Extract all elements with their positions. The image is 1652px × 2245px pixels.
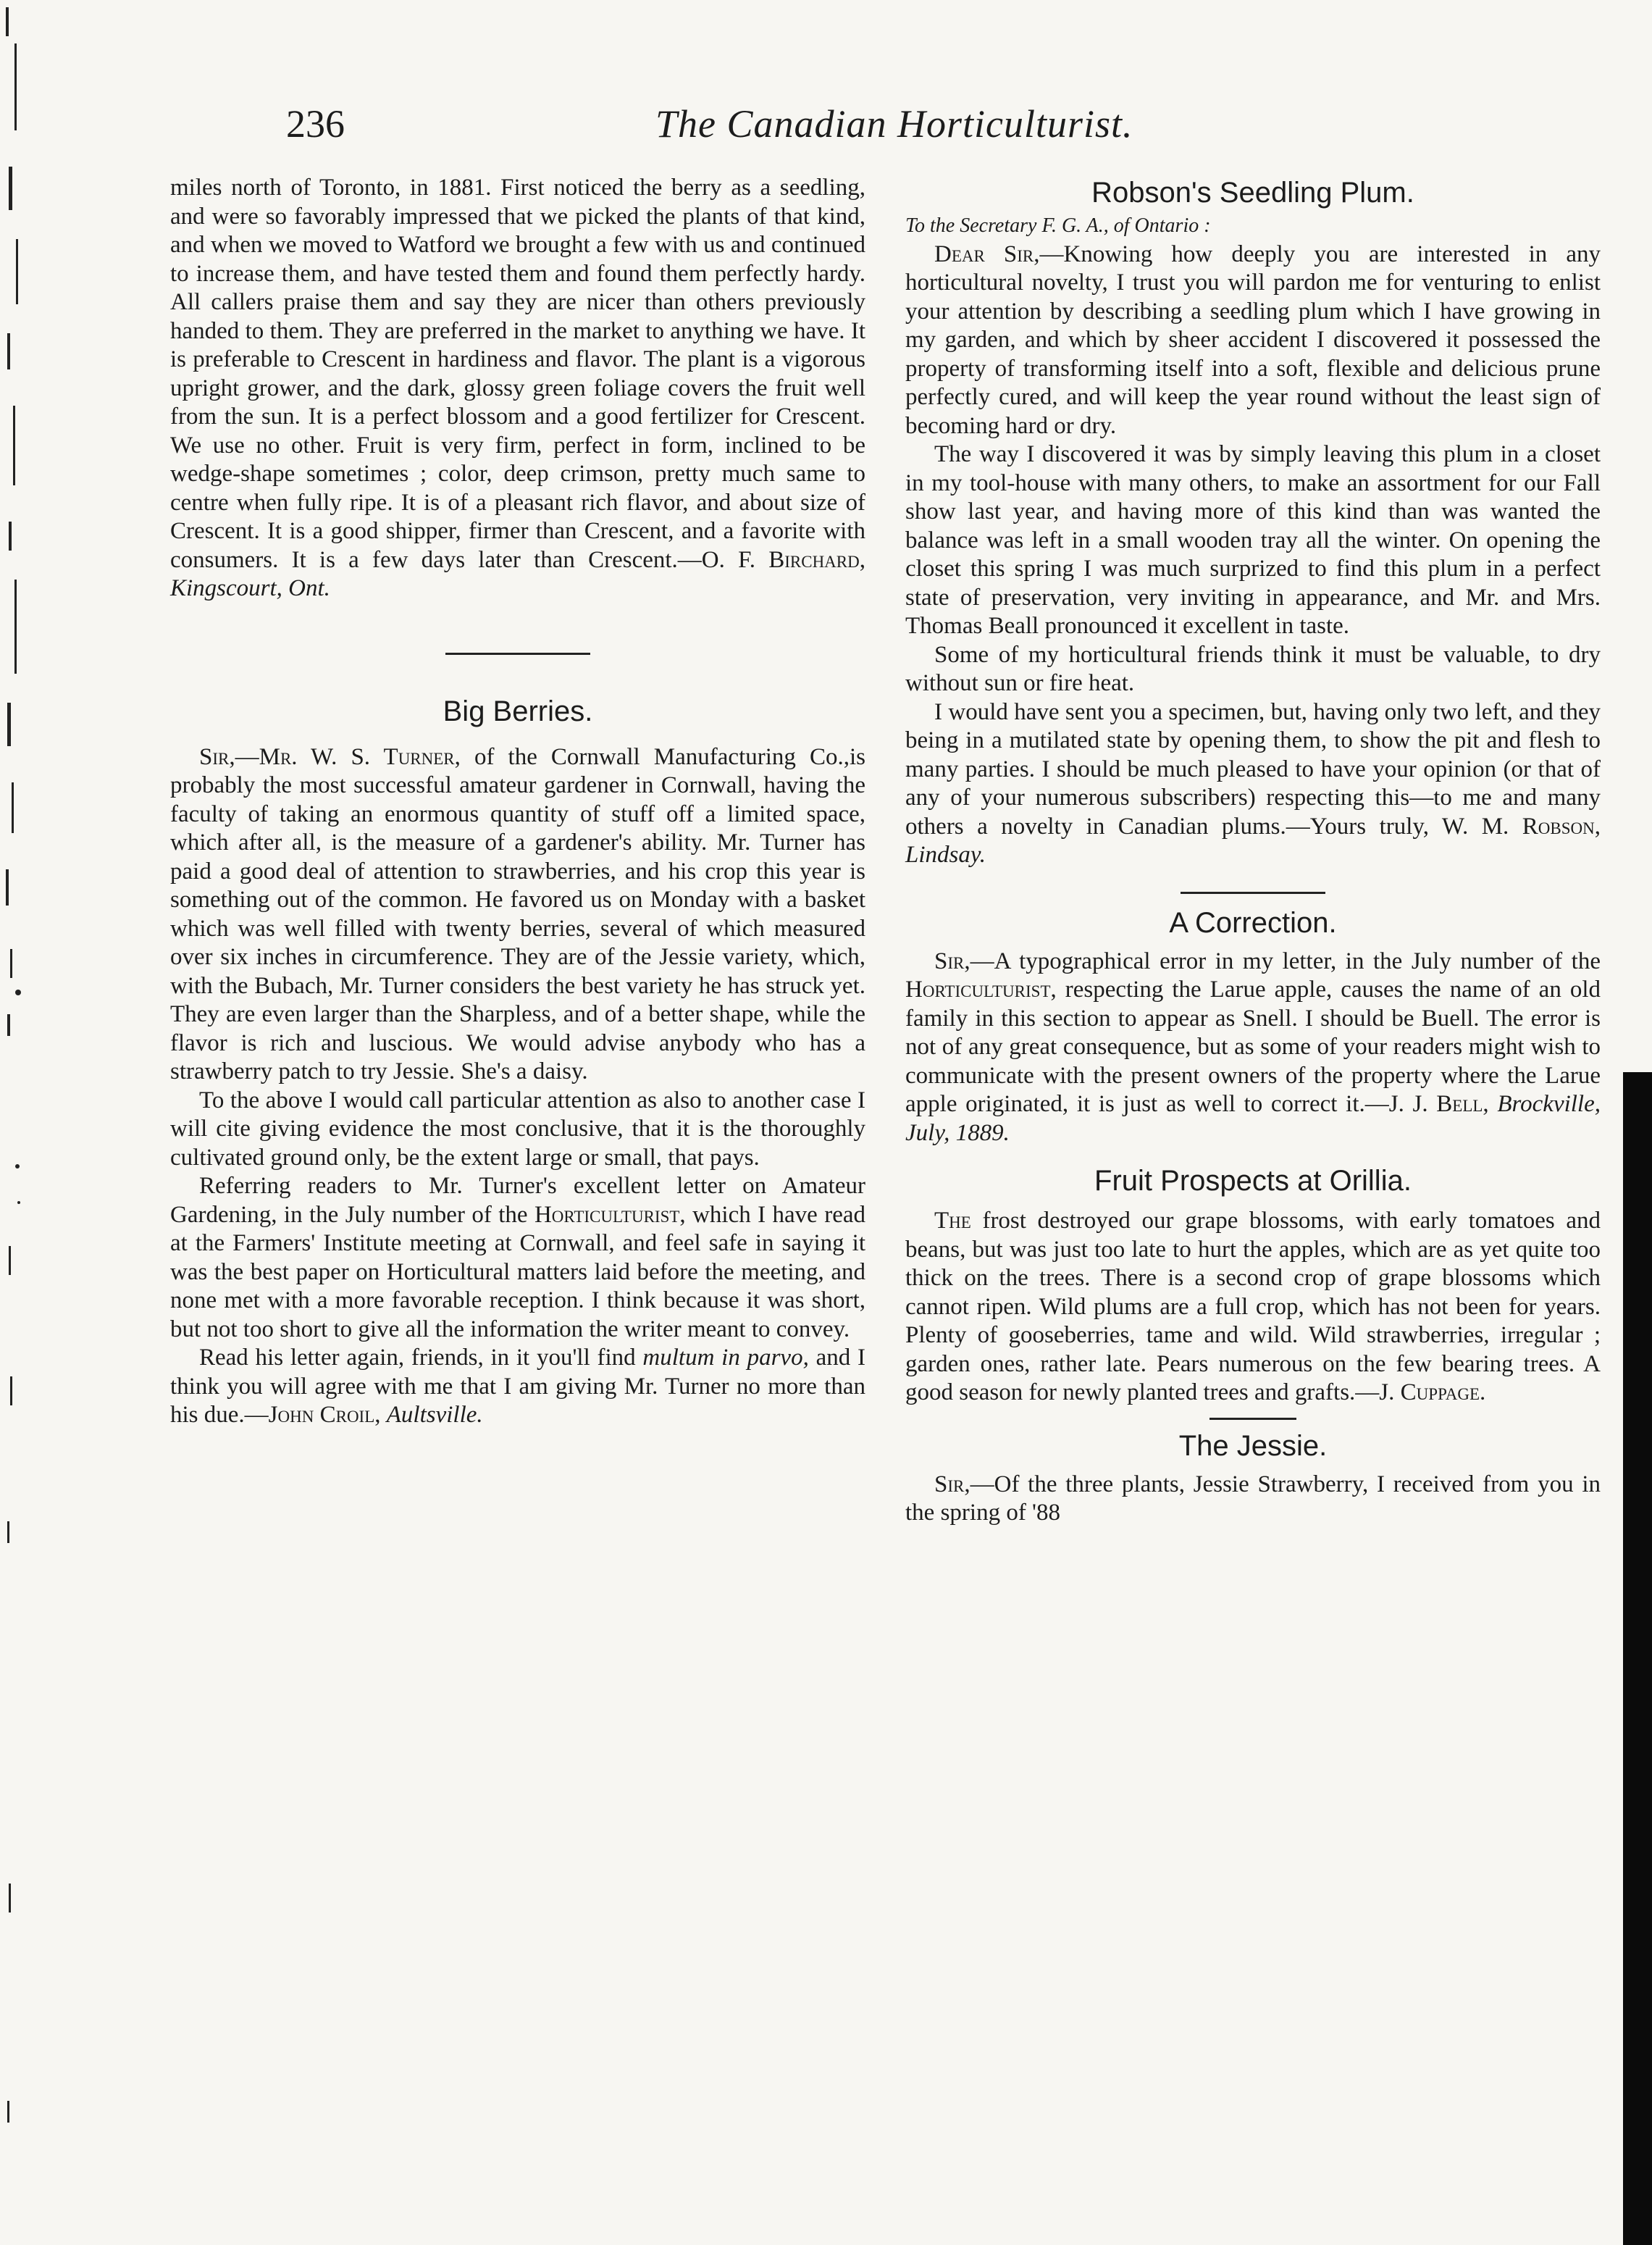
cuppage-signature: Cuppage. — [1400, 1379, 1486, 1405]
orillia-text: frost destroyed our grape blossoms, with early tomatoes and beans, but was just too late to hurt the apples, which are as yet quite too thick on the trees. There is a second crop of grape blossoms which cannot ripen. Wild plums are a full crop, which has not been for years. Plenty of gooseberries, tame and wild. Wild strawberries, irregular ; garden ones, rather late. Pears numerous on the few bearing trees. A good season for newly planted trees and grafts.—J. — [905, 1208, 1601, 1405]
robson-paragraph-3: Some of my horticultural friends think it must be valuable, to dry without sun or fire heat. — [905, 641, 1601, 696]
separator-rule — [445, 653, 590, 655]
big-berries-paragraph-4 — [170, 1344, 865, 1430]
birchard-letter — [170, 174, 865, 603]
jessie-text: —Of the three plants, Jessie Strawberry, I received from you in the spring of '88 — [905, 1471, 1601, 1526]
big-berries-title: Big Berries. — [443, 695, 593, 727]
correction-text-b: respecting the Larue apple, causes the name of an old family in this section to appear as Snell. I should be Buell. The error is not of any great consequence, but as some of your readers might wish to communicate with the present owners of the property where the Larue apple originated, it is just as well to correct it.—J. J. — [905, 977, 1601, 1117]
lead-word: The — [934, 1208, 971, 1234]
scan-edge-bar — [1623, 1072, 1652, 2245]
big-berries-paragraph-1 — [170, 743, 865, 1087]
big-berries-text-4a: Read his letter again, friends, in it you'll find — [199, 1345, 643, 1371]
orillia-paragraph — [905, 1207, 1601, 1408]
robson-text-1: —Knowing how deeply you are interested in any horticultural novelty, I trust you will pardon me for venturing to enlist your attention by describing a seedling plum which I have growing in my garden, and which by sheer accident I discovered it possessed the property of transforming itself into a soft, flexible and delicious prune perfectly cured, and will keep the year round without the least sign of becoming hard or dry. — [905, 241, 1601, 439]
separator-rule — [1181, 892, 1325, 894]
running-title: The Canadian Horticulturist. — [655, 102, 1133, 146]
salutation: Sir,— — [199, 743, 259, 770]
big-berries-text-1: of the Cornwall Manufacturing Co.,is probably the most successful amateur gardener in Cornwall, having the faculty of taking an enormous quantity of stuff off a limited space, which after all, is the measure of a gardener's ability. Mr. Turner has paid a good deal of attention to strawberries, and his crop this year is something out of the common. He favored us on Monday with a basket which was well filled with twenty berries, several of which measured over six inches in circumference. They are of the Jessie variety, which, with the Bubach, Mr. Turner considers the best variety he has struck yet. They are even larger than the Sharpless, and of a better shape, while the flavor is rich and luscious. We would advise anybody who has a strawberry patch to try Jessie. She's a daisy. — [170, 743, 865, 1084]
left-column — [170, 174, 865, 1430]
robson-address: To the Secretary F. G. A., of Ontario : — [905, 214, 1211, 237]
robson-place: Lindsay. — [905, 842, 986, 868]
right-column — [905, 174, 1601, 1528]
big-berries-text-3b: which I have read at the Farmers' Institute meeting at Cornwall, and feel safe in saying it was the best paper on Horticultural matters laid before the meeting, and none met with a more favorable reception. I think because it was short, but not too short to give all the information the writer meant to convey. — [170, 1201, 865, 1342]
page-number: 236 — [286, 102, 345, 146]
magazine-name: Horticulturist, — [905, 977, 1057, 1003]
salutation: Sir, — [934, 948, 970, 974]
birchard-place: Kingscourt, Ont. — [170, 575, 330, 601]
salutation: Sir, — [934, 1471, 970, 1497]
turner-name: Mr. W. S. Turner, — [259, 743, 461, 770]
orillia-title: Fruit Prospects at Orillia. — [1094, 1165, 1412, 1197]
robson-signature: Robson, — [1522, 813, 1601, 840]
binding-margin-marks — [0, 0, 65, 2245]
separator-rule — [1209, 1418, 1296, 1420]
correction-title: A Correction. — [1169, 906, 1337, 939]
croil-place: Aultsville. — [386, 1402, 483, 1428]
robson-title: Robson's Seedling Plum. — [1091, 177, 1414, 209]
robson-paragraph-4 — [905, 698, 1601, 870]
birchard-signature: O. F. Birchard, — [701, 546, 865, 573]
robson-paragraph-2: The way I discovered it was by simply leaving this plum in a closet in my tool-house with many others, to make an assortment for our Fall show last year, and having more of this kind than was wanted the balance was left in a small wooden tray all the winter. On opening the closet this spring I was much surprized to find this plum in a perfect state of preservation, very inviting in appearance, and Mr. and Mrs. Thomas Beall pronounced it excellent in taste. — [905, 441, 1601, 639]
big-berries-text-4b: and I think you will agree with me that I am giving Mr. Turner no more than his due.— — [170, 1345, 865, 1428]
correction-text-a: —A typographical error in my letter, in the July number of the — [970, 948, 1601, 974]
salutation: Dear Sir, — [934, 241, 1040, 267]
big-berries-paragraph-3 — [170, 1172, 865, 1344]
croil-signature: John Croil, — [268, 1402, 381, 1428]
robson-paragraph-1 — [905, 241, 1601, 441]
big-berries-paragraph-2: To the above I would call particular attention as also to another case I will cite giving evidence the most conclusive, that it is the thoroughly cultivated ground only, be the extent large or small, that pays. — [170, 1087, 865, 1171]
big-berries-text-3a: Referring readers to Mr. Turner's excellent letter on Amateur Gardening, in the July number of the — [170, 1173, 865, 1228]
magazine-name: Horticulturist, — [534, 1201, 686, 1228]
bell-place: Brockville, July, 1889. — [905, 1091, 1601, 1146]
jessie-title: The Jessie. — [1178, 1429, 1328, 1462]
correction-paragraph — [905, 948, 1601, 1148]
page-header — [286, 101, 1372, 159]
birchard-text: miles north of Toronto, in 1881. First noticed the berry as a seedling, and were so favorably impressed that we picked the plants of that kind, and when we moved to Watford we brought a few with us and continued to increase them, and have tested them and found them perfectly hardy. All callers praise them and say they are nicer than others previously handed to them. They are preferred in the market to anything we have. It is preferable to Crescent in hardiness and flavor. The plant is a vigorous upright grower, and the dark, glossy green foliage covers the fruit well from the sun. It is a perfect blossom and a good fertilizer for Crescent. We use no other. Fruit is very firm, perfect in form, inclined to be wedge-shape sometimes ; color, deep crimson, pretty much same to centre when fully ripe. It is of a pleasant rich flavor, and about size of Crescent. It is a good shipper, firmer than Crescent, and a favorite with consumers. It is a few days later than Crescent.— — [170, 175, 865, 573]
jessie-paragraph — [905, 1471, 1601, 1528]
bell-signature: Bell, — [1436, 1091, 1489, 1117]
latin-phrase: multum in parvo, — [642, 1345, 809, 1371]
robson-text-4: I would have sent you a specimen, but, having only two left, and they being in a mutilated state by opening them, to show the pit and flesh to many parties. I should be much pleased to have your opinion (or that of any of your numerous subscribers) respecting this—to me and many others a novelty in Canadian plums.—Yours truly, W. M. — [905, 698, 1601, 840]
